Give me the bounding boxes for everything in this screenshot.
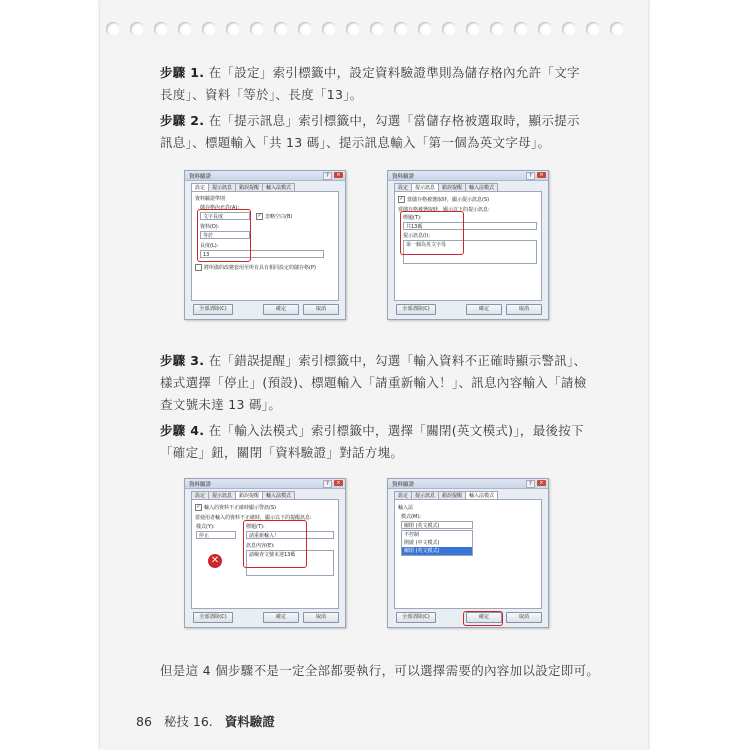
help-icon[interactable]: ? bbox=[323, 480, 332, 488]
length-label: 長度(L): bbox=[200, 243, 219, 249]
show-alert-checkbox[interactable]: ✓ 輸入的資料不正確時顯示警訊(S) bbox=[196, 504, 277, 511]
highlight-box bbox=[197, 209, 251, 262]
close-icon[interactable]: × bbox=[334, 480, 343, 486]
mode-option[interactable]: 開啟 (中文模式) bbox=[404, 540, 440, 546]
close-icon[interactable]: × bbox=[537, 172, 546, 178]
page-number: 86 bbox=[136, 714, 152, 729]
tab-error-alert[interactable]: 錯誤提醒 bbox=[235, 491, 263, 500]
show-message-checkbox[interactable]: ✓ 當儲存格被選取時，顯示提示訊息(S) bbox=[399, 196, 490, 203]
mode-label: 模式(M): bbox=[401, 514, 421, 520]
tab-input-message[interactable]: 提示訊息 bbox=[208, 491, 236, 500]
close-icon[interactable]: × bbox=[334, 172, 343, 178]
tab-error-alert[interactable]: 錯誤提醒 bbox=[438, 491, 466, 500]
step-3-label: 步驟 3. bbox=[160, 353, 205, 368]
ok-button[interactable]: 確定 bbox=[466, 612, 502, 623]
clear-all-button[interactable]: 全部清除(C) bbox=[193, 612, 233, 623]
style-value: 停止 bbox=[199, 533, 210, 539]
dialog-title: 資料驗證 bbox=[189, 482, 212, 488]
message-group-label: 當儲存格被選取時，顯示以下的提示訊息: bbox=[398, 207, 490, 213]
length-value: 13 bbox=[203, 252, 210, 258]
tab-input-message[interactable]: 提示訊息 bbox=[411, 491, 439, 500]
page-footer bbox=[136, 712, 275, 730]
tab-settings[interactable]: 設定 bbox=[394, 491, 412, 500]
cancel-button[interactable]: 取消 bbox=[506, 304, 542, 315]
tab-settings[interactable]: 設定 bbox=[191, 183, 209, 192]
title-value: 共13碼 bbox=[406, 224, 423, 230]
step-2 bbox=[160, 110, 590, 154]
dialog-settings-screenshot bbox=[184, 170, 346, 320]
tab-ime-mode[interactable]: 輸入法模式 bbox=[262, 491, 295, 500]
style-label: 樣式(Y): bbox=[196, 524, 215, 530]
mode-option[interactable]: 不控制 bbox=[404, 532, 420, 538]
ignore-blank-checkbox[interactable]: ✓ 忽略空白(B) bbox=[257, 213, 293, 220]
allow-label: 儲存格內允許(A): bbox=[200, 205, 240, 211]
step-4-text: 在「輸入法模式」索引標籤中，選擇「關閉(英文模式)」，最後按下「確定」鈕，關閉「資料驗證」對話方塊。 bbox=[160, 423, 584, 460]
dialog-error-alert-screenshot bbox=[184, 478, 346, 628]
show-alert-label: 輸入的資料不正確時顯示警訊(S) bbox=[204, 505, 277, 511]
alert-group-label: 當使用者輸入的資料不正確時，顯示以下的提醒訊息: bbox=[195, 515, 312, 521]
tip-number: 秘技 16. bbox=[163, 714, 213, 729]
message-label: 提示訊息(I): bbox=[403, 233, 431, 239]
mode-select[interactable] bbox=[401, 521, 473, 529]
help-icon[interactable]: ? bbox=[526, 172, 535, 180]
dialog-title: 資料驗證 bbox=[392, 482, 415, 488]
mode-dropdown-list bbox=[401, 530, 473, 556]
ignore-blank-label: 忽略空白(B) bbox=[265, 214, 293, 220]
step-1 bbox=[160, 62, 590, 106]
help-icon[interactable]: ? bbox=[526, 480, 535, 488]
binder-holes bbox=[100, 22, 648, 46]
dialog-input-message-screenshot bbox=[387, 170, 549, 320]
mode-option-selected[interactable]: 關閉 (英文模式) bbox=[402, 547, 472, 555]
stop-error-icon: ✕ bbox=[208, 554, 222, 568]
tab-ime-mode[interactable]: 輸入法模式 bbox=[465, 491, 498, 500]
apply-all-checkbox[interactable] bbox=[195, 264, 316, 271]
step-2-label: 步驟 2. bbox=[160, 113, 205, 128]
ok-button[interactable]: 確定 bbox=[466, 304, 502, 315]
message-label: 訊息內容(E): bbox=[246, 543, 275, 549]
tab-settings[interactable]: 設定 bbox=[394, 183, 412, 192]
tab-error-alert[interactable]: 錯誤提醒 bbox=[235, 183, 263, 192]
message-value: 第一個為英文字母 bbox=[406, 242, 447, 248]
data-label: 資料(D): bbox=[200, 224, 220, 230]
step-4 bbox=[160, 420, 590, 464]
ok-button[interactable]: 確定 bbox=[263, 304, 299, 315]
tab-input-message[interactable]: 提示訊息 bbox=[411, 183, 439, 192]
cancel-button[interactable]: 取消 bbox=[506, 612, 542, 623]
criteria-heading: 資料驗證準則 bbox=[195, 196, 226, 202]
apply-all-label: 將所做的改變套用至所有具有相同設定的儲存格(P) bbox=[204, 265, 316, 271]
step-4-label: 步驟 4. bbox=[160, 423, 205, 438]
step-1-text: 在「設定」索引標籤中，設定資料驗證準則為儲存格內允許「文字長度」、資料「等於」、長度「13」。 bbox=[160, 65, 580, 102]
step-3-text: 在「錯誤提醒」索引標籤中，勾選「輸入資料不正確時顯示警訊」、樣式選擇「停止」(預設)、標題輸入「請重新輸入！」、訊息內容輸入「請檢查文號未達 13 碼」。 bbox=[160, 353, 587, 412]
show-message-label: 當儲存格被選取時，顯示提示訊息(S) bbox=[407, 197, 490, 203]
clear-all-button[interactable]: 全部清除(C) bbox=[396, 304, 436, 315]
clear-all-button[interactable]: 全部清除(C) bbox=[193, 304, 233, 315]
step-2-text: 在「提示訊息」索引標籤中，勾選「當儲存格被選取時，顯示提示訊息」、標題輸入「共 13 碼」、提示訊息輸入「第一個為英文字母」。 bbox=[160, 113, 580, 150]
ok-button[interactable]: 確定 bbox=[263, 612, 299, 623]
cancel-button[interactable]: 取消 bbox=[303, 304, 339, 315]
tab-ime-mode[interactable]: 輸入法模式 bbox=[262, 183, 295, 192]
book-page bbox=[100, 0, 648, 750]
close-icon[interactable]: × bbox=[537, 480, 546, 486]
title-label: 標題(T): bbox=[403, 215, 422, 221]
ime-group-label: 輸入法 bbox=[398, 505, 414, 511]
tab-settings[interactable]: 設定 bbox=[191, 491, 209, 500]
title-label: 標題(T): bbox=[246, 524, 265, 530]
tab-error-alert[interactable]: 錯誤提醒 bbox=[438, 183, 466, 192]
chapter-title: 資料驗證 bbox=[224, 714, 275, 729]
step-1-label: 步驟 1. bbox=[160, 65, 205, 80]
highlight-box bbox=[243, 520, 307, 568]
allow-value: 文字長度 bbox=[203, 214, 224, 220]
help-icon[interactable]: ? bbox=[323, 172, 332, 180]
clear-all-button[interactable]: 全部清除(C) bbox=[396, 612, 436, 623]
tab-ime-mode[interactable]: 輸入法模式 bbox=[465, 183, 498, 192]
dialog-ime-mode-screenshot bbox=[387, 478, 549, 628]
cancel-button[interactable]: 取消 bbox=[303, 612, 339, 623]
mode-value: 關閉 (英文模式) bbox=[404, 523, 440, 529]
title-value: 請重新輸入！ bbox=[249, 533, 280, 539]
highlight-box bbox=[400, 211, 464, 255]
step-3 bbox=[160, 350, 590, 416]
style-select[interactable] bbox=[196, 531, 236, 539]
tab-input-message[interactable]: 提示訊息 bbox=[208, 183, 236, 192]
dialog-title: 資料驗證 bbox=[392, 174, 415, 180]
data-value: 等於 bbox=[203, 233, 214, 239]
message-value: 請檢查文號未達13碼 bbox=[249, 552, 296, 558]
dialog-title: 資料驗證 bbox=[189, 174, 212, 180]
highlight-box bbox=[463, 611, 503, 626]
closing-note: 但是這 4 個步驟不是一定全部都要執行，可以選擇需要的內容加以設定即可。 bbox=[160, 663, 600, 678]
